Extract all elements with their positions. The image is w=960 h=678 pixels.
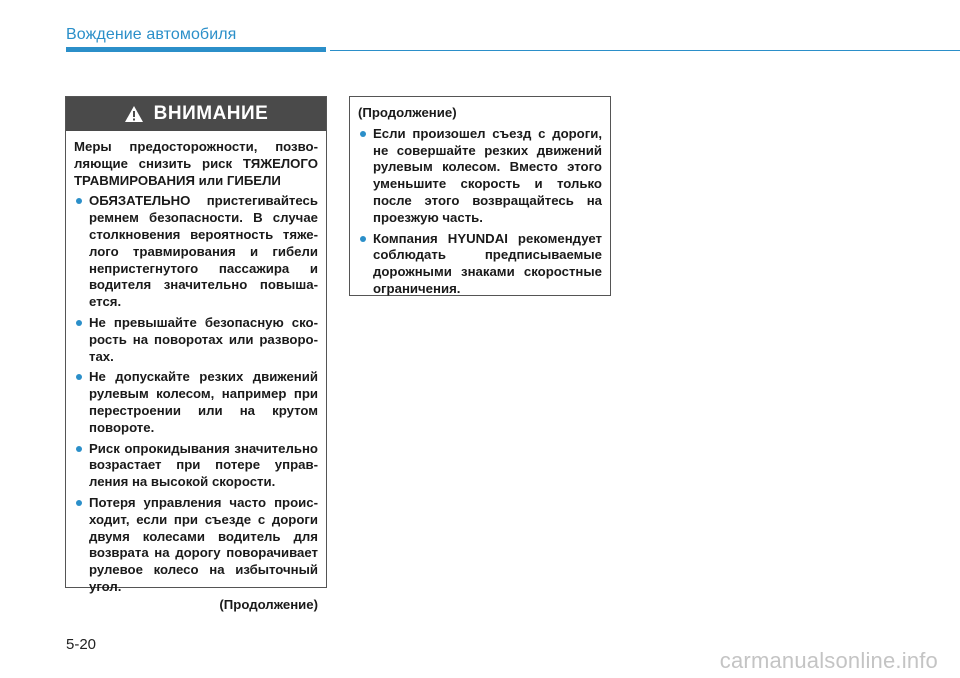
bullet-dot (76, 198, 82, 204)
bullet-dot (76, 500, 82, 506)
section-title: Вождение автомобиля (66, 26, 237, 43)
watermark: carmanualsonline.info (719, 648, 938, 673)
continuation-bullet-list (358, 126, 602, 298)
continuation-bullet-text: Компания HYUNDAI рекомендует соблюдать предписываемые дорожными знаками скоростные ограничения. (373, 230, 602, 296)
continued-label: (Продолжение) (219, 596, 318, 612)
warning-triangle-icon (124, 105, 144, 123)
warning-bullet-text: Не допускайте резких движений рулевым колесом, например при перестроении или на крутом повороте. (89, 369, 318, 435)
continuation-bullet (358, 126, 602, 227)
warning-box (65, 96, 327, 612)
warning-bullet-text: ОБЯЗАТЕЛЬНО пристегивайтесь ремнем безопасности. В случае столкновения вероятность тяжелого травмирования и гибели непристегнутого пассажира и водителя значительно повышается. (89, 193, 318, 310)
continuation-bullet (358, 231, 602, 298)
bullet-dot (76, 320, 82, 326)
warning-bullet (74, 193, 318, 311)
warning-content (66, 131, 326, 614)
warning-bullet-text: Риск опрокидывания значительно возрастает при потере управления на высокой скорости. (89, 440, 318, 490)
page-number: 5-20 (66, 636, 97, 653)
warning-bullet (74, 495, 318, 596)
warning-bullet-list (74, 193, 318, 595)
warning-bullet (74, 441, 318, 491)
continuation-heading: (Продолжение) (358, 105, 457, 120)
bullet-dot (76, 374, 82, 380)
header-rule-thin (330, 50, 960, 51)
continuation-content (350, 97, 610, 298)
warning-bullet (74, 315, 318, 365)
warning-bullet (74, 369, 318, 436)
continuation-bullet-text: Если произошел съезд с дороги, не совершайте резких движений рулевым колесом. Вместо этого уменьшите скорость и только после этого возвращайтесь на проезжую часть. (373, 125, 602, 225)
bullet-dot (360, 236, 366, 242)
warning-header (66, 97, 326, 131)
warning-bullet-text: Не превышайте безопасную скорость на поворотах или разворотах. (89, 314, 318, 364)
bullet-dot (76, 446, 82, 452)
warning-bullet-text: Потеря управления часто происходит, если при съезде с дороги двумя колесами водитель для возврата на дорогу поворачивает рулевое колесо на избыточный угол. (89, 494, 318, 594)
bullet-dot (360, 131, 366, 137)
header-rule-thick (66, 47, 326, 52)
continuation-box (349, 96, 611, 296)
warning-intro: Меры предосторожности, позволяющие снизить риск ТЯЖЕЛОГО ТРАВМИРОВАНИЯ или ГИБЕЛИ (74, 139, 318, 188)
warning-title: ВНИМАНИЕ (153, 103, 269, 124)
